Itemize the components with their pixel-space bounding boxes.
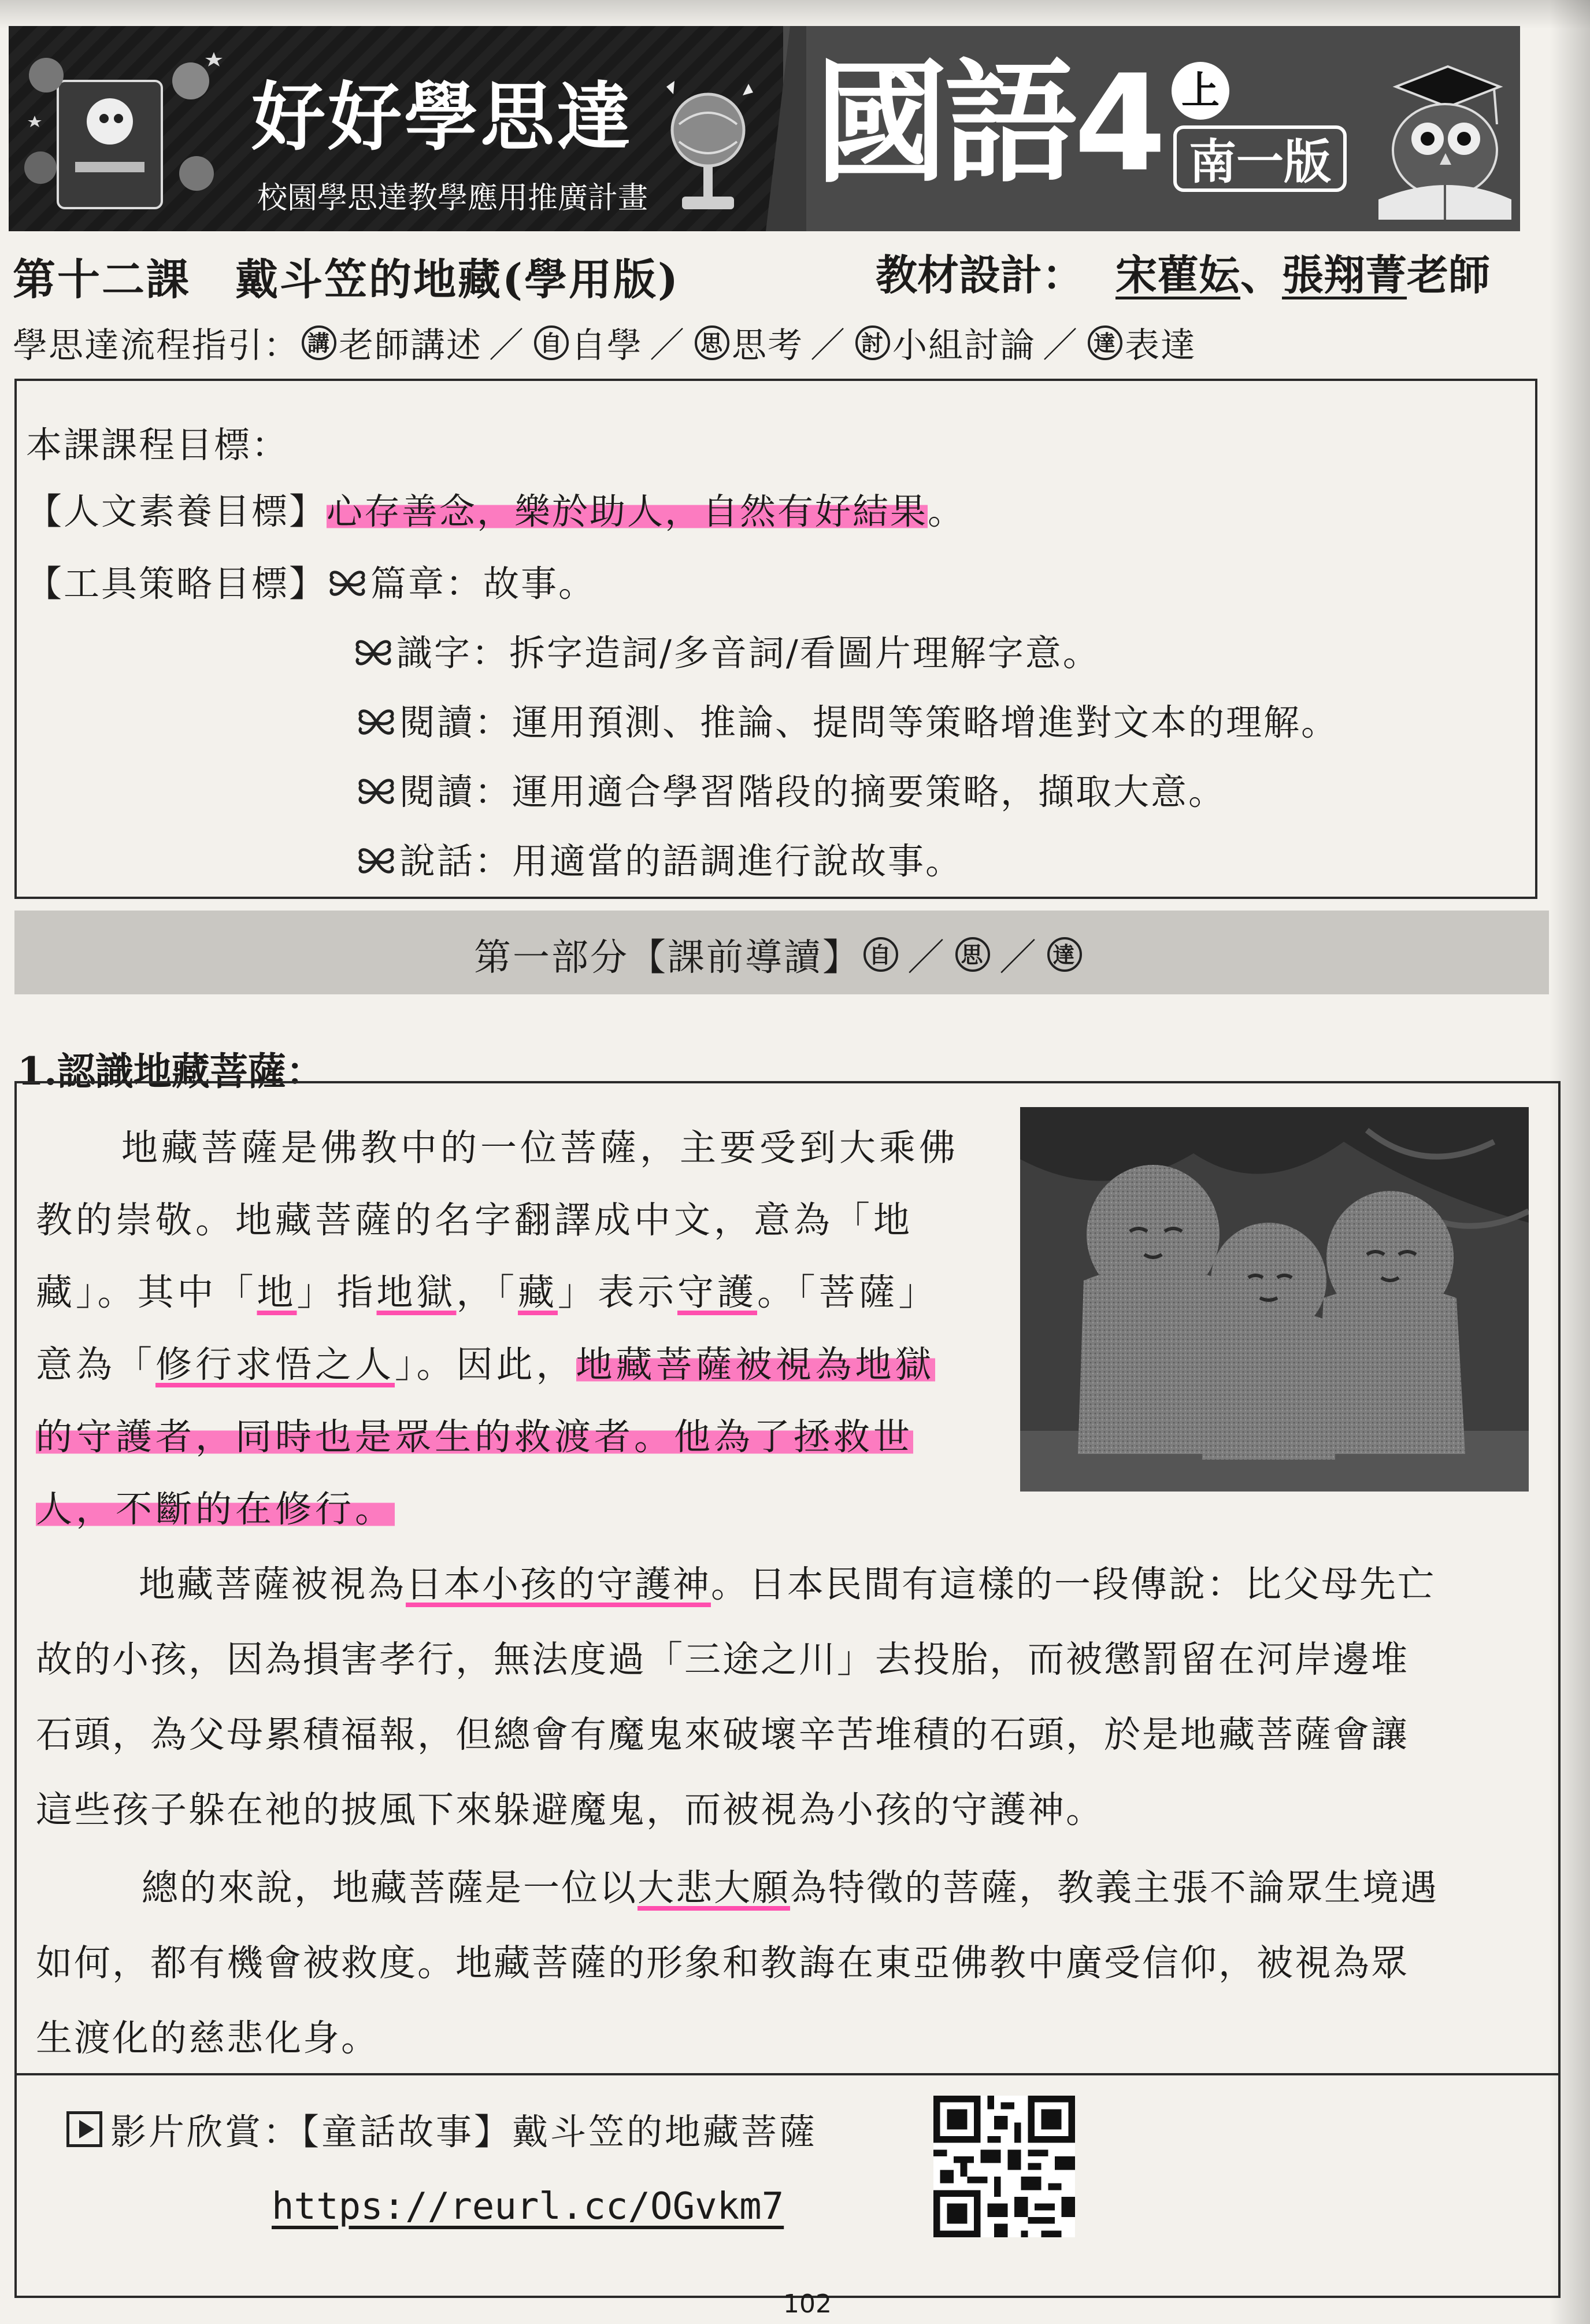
p1-line-5: 的守護者，同時也是眾生的救渡者。他為了拯救世 [36, 1416, 913, 1458]
edition-badge: 南一版 [1173, 125, 1347, 192]
header-banner [9, 26, 1520, 231]
flower-bullet-icon [355, 842, 397, 879]
flow-guide: 學思達流程指引： 講 老師講述 ／ 自 自學 ／ 思 思考 ／ 討 小組討論 ／ 達 表達 [13, 318, 1196, 368]
part-title: 第一部分【課前導讀】 自 ／ 思 ／ 達 [474, 928, 1084, 981]
p3-line-1: 總的來說，地藏菩薩是一位以大悲大願為特徵的菩薩，教義主張不論眾生境遇 [142, 1867, 1439, 1909]
video-label: 影片欣賞：【童話故事】戴斗笠的地藏菩薩 [66, 2103, 817, 2155]
tools-objective-3: 閱讀：運用預測、推論、提問等策略增進對文本的理解。 [355, 694, 1339, 745]
p3-line-2: 如何，都有機會被救度。地藏菩薩的形象和教誨在東亞佛教中廣受信仰，被視為眾 [36, 1942, 1409, 1984]
section-title: 1.認識地藏菩薩： [17, 1049, 324, 1094]
flower-bullet-icon [355, 704, 397, 741]
brand-title: 好好學思達 [251, 75, 633, 161]
p3-line-3: 生渡化的慈悲化身。 [36, 2017, 379, 2059]
flow-badge-self: 自 [534, 325, 569, 360]
subject-title: 國語4 [815, 47, 1163, 201]
tools-objective-1: 【工具策略目標】 篇章：故事。 [26, 563, 596, 605]
owl-graduate-icon [1361, 55, 1517, 225]
jizo-statues-photo [1020, 1107, 1529, 1492]
designer-name-2: 張翔菁 [1282, 250, 1407, 299]
part-badge-think: 思 [955, 937, 990, 972]
designer-names: 宋雚妘、張翔菁老師 [1115, 250, 1491, 299]
play-icon [66, 2111, 102, 2147]
video-link[interactable]: https://reurl.cc/OGvkm7 [272, 2185, 784, 2228]
designer-label: 教材設計： [876, 250, 1084, 299]
p1-line-6: 人，不斷的在修行。 [36, 1488, 395, 1530]
tools-objective-4: 閱讀：運用適合學習階段的摘要策略，擷取大意。 [355, 763, 1226, 815]
tools-objective-5: 說話：用適當的語調進行說故事。 [355, 832, 963, 884]
flow-badge-lecture: 講 [302, 325, 336, 360]
kids-book-illustration [23, 40, 231, 220]
objectives-heading: 本課課程目標： [26, 424, 290, 466]
p2-line-1: 地藏菩薩被視為日本小孩的守護神。日本民間有這樣的一段傳說：比父母先亡 [139, 1563, 1436, 1605]
globe-lamp-icon [662, 78, 754, 223]
page-number: 102 [783, 2289, 832, 2319]
p2-line-3: 石頭，為父母累積福報，但總會有魔鬼來破壞辛苦堆積的石頭，於是地藏菩薩會讓 [36, 1714, 1409, 1756]
flower-bullet-icon [353, 634, 394, 671]
flow-badge-think: 思 [695, 325, 729, 360]
p1-line-3: 藏」。其中「地」指地獄，「藏」表示守護。「菩薩」 [36, 1271, 939, 1313]
semester-badge: 上 [1172, 62, 1229, 120]
designer-name-1: 宋雚妘 [1115, 250, 1241, 299]
part-badge-self: 自 [863, 937, 898, 972]
p2-line-4: 這些孩子躲在祂的披風下來躲避魔鬼，而被視為小孩的守護神。 [36, 1789, 1104, 1831]
part-badge-express: 達 [1047, 937, 1082, 972]
p1-line-1: 地藏菩薩是佛教中的一位菩薩，主要受到大乘佛 [121, 1127, 959, 1169]
tools-objective-2: 識字：拆字造詞/多音詞/看圖片理解字意。 [353, 624, 1100, 676]
flower-bullet-icon [355, 773, 397, 810]
lesson-title: 第十二課 戴斗笠的地藏(學用版) [13, 255, 680, 305]
qr-code-icon[interactable] [933, 2096, 1075, 2237]
p1-line-2: 教的崇敬。地藏菩薩的名字翻譯成中文，意為「地 [36, 1199, 913, 1241]
humanities-objective: 【人文素養目標】心存善念，樂於助人，自然有好結果。 [26, 490, 966, 532]
brand-subtitle: 校園學思達教學應用推廣計畫 [257, 181, 648, 216]
p1-line-4: 意為「修行求悟之人」。因此，地藏菩薩被視為地獄 [36, 1344, 935, 1386]
flow-badge-express: 達 [1088, 325, 1122, 360]
flow-label: 學思達流程指引： [13, 325, 299, 366]
humanities-highlight: 心存善念，樂於助人，自然有好結果 [327, 490, 928, 532]
p2-line-2: 故的小孩，因為損害孝行，無法度過「三途之川」去投胎，而被懲罰留在河岸邊堆 [36, 1638, 1409, 1681]
flow-badge-discuss: 討 [855, 325, 890, 360]
flower-bullet-icon [327, 565, 368, 602]
